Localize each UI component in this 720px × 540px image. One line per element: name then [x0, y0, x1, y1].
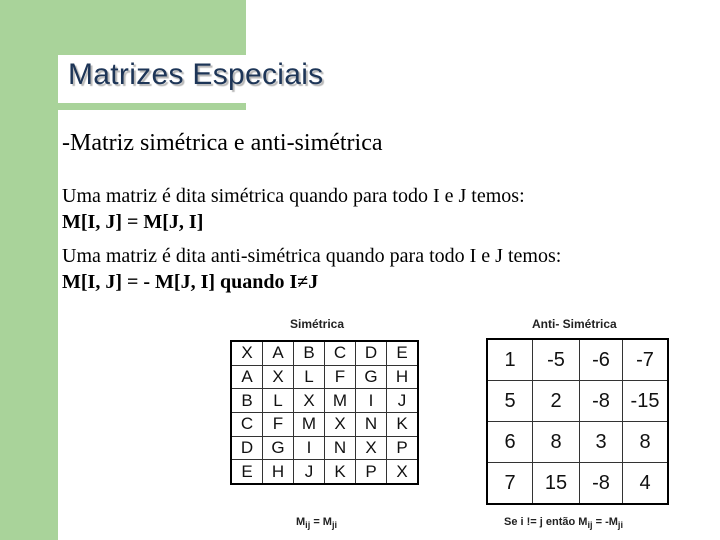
antisymmetric-matrix-cell: 3 [580, 422, 623, 463]
caption-sub-ji-2: ji [617, 520, 623, 531]
slide-title: Matrizes Especiais [68, 58, 324, 91]
symmetric-matrix-cell: M [294, 413, 325, 437]
symmetric-matrix-cell: X [294, 389, 325, 413]
symmetric-matrix-cell: J [387, 389, 419, 413]
antisymmetric-matrix-cell: 1 [487, 339, 533, 381]
symmetric-matrix-row [231, 365, 418, 389]
symmetric-matrix-cell: N [325, 436, 356, 460]
paragraph-symmetric-definition: Uma matriz é dita simétrica quando para todo I e J temos: [62, 185, 525, 207]
symmetric-matrix-cell: L [263, 389, 294, 413]
caption-sub-ij-2: ij [587, 520, 593, 531]
antisymmetric-matrix-row [487, 381, 668, 422]
symmetric-table-label: Simétrica [290, 317, 345, 331]
antisymmetric-matrix-cell: 7 [487, 463, 533, 505]
symmetric-matrix-cell: E [231, 460, 263, 484]
symmetric-matrix-cell: M [325, 389, 356, 413]
antisymmetric-matrix-table [486, 338, 669, 505]
caption-sub-ji: ji [331, 520, 338, 531]
antisymmetric-matrix-cell: 6 [487, 422, 533, 463]
caption-sub-ij: ij [305, 520, 311, 531]
symmetric-matrix-cell: X [387, 460, 419, 484]
symmetric-matrix-cell: K [325, 460, 356, 484]
symmetric-matrix-cell: B [231, 389, 263, 413]
symmetric-matrix-row [231, 341, 418, 365]
symmetric-matrix-cell: B [294, 341, 325, 365]
antisymmetric-table-label: Anti- Simétrica [532, 317, 617, 331]
antisymmetric-matrix-cell: 15 [533, 463, 580, 505]
antisymmetric-matrix-cell: -7 [623, 339, 669, 381]
symmetric-matrix-cell: G [356, 365, 387, 389]
formula-antisymmetric: M[I, J] = - M[J, I] quando I≠J [62, 271, 319, 293]
symmetric-matrix-cell: N [356, 413, 387, 437]
antisymmetric-matrix-cell: 2 [533, 381, 580, 422]
antisymmetric-matrix-cell: -15 [623, 381, 669, 422]
symmetric-matrix-cell: F [263, 413, 294, 437]
symmetric-matrix-cell: H [387, 365, 419, 389]
symmetric-matrix-cell: G [263, 436, 294, 460]
symmetric-matrix-cell: C [325, 341, 356, 365]
symmetric-matrix-cell: C [231, 413, 263, 437]
antisymmetric-matrix-cell: 5 [487, 381, 533, 422]
symmetric-matrix-cell: L [294, 365, 325, 389]
symmetric-matrix-cell: A [263, 341, 294, 365]
symmetric-matrix-cell: J [294, 460, 325, 484]
symmetric-matrix-cell: K [387, 413, 419, 437]
antisymmetric-matrix-cell: -8 [580, 381, 623, 422]
symmetric-matrix-cell: E [387, 341, 419, 365]
symmetric-matrix-cell: X [263, 365, 294, 389]
antisymmetric-matrix-cell: -6 [580, 339, 623, 381]
slide-subtitle: -Matriz simétrica e anti-simétrica [62, 130, 383, 156]
symmetric-matrix-cell: P [387, 436, 419, 460]
antisymmetric-matrix-row [487, 339, 668, 381]
symmetric-matrix-cell: H [263, 460, 294, 484]
symmetric-matrix-row [231, 436, 418, 460]
antisymmetric-matrix-row [487, 422, 668, 463]
symmetric-matrix-cell: F [325, 365, 356, 389]
antisymmetric-matrix-cell: -8 [580, 463, 623, 505]
antisymmetric-caption: Se i != j então $M_{ij} = -M_{ji}$ [504, 516, 623, 531]
symmetric-matrix-table [230, 340, 419, 485]
symmetric-matrix-row [231, 389, 418, 413]
symmetric-matrix-cell: I [356, 389, 387, 413]
symmetric-matrix-cell: X [356, 436, 387, 460]
antisymmetric-matrix-cell: 4 [623, 463, 669, 505]
symmetric-matrix-cell: D [231, 436, 263, 460]
symmetric-matrix-cell: X [231, 341, 263, 365]
symmetric-matrix-cell: P [356, 460, 387, 484]
symmetric-matrix-cell: A [231, 365, 263, 389]
antisymmetric-matrix-cell: 8 [623, 422, 669, 463]
antisymmetric-matrix-cell: 8 [533, 422, 580, 463]
symmetric-caption: $M_{ij} = M_{ji}$ [296, 516, 338, 531]
symmetric-matrix-row [231, 413, 418, 437]
antisymmetric-matrix-cell: -5 [533, 339, 580, 381]
left-accent-bar [0, 0, 58, 540]
antisymmetric-matrix-row [487, 463, 668, 505]
symmetric-matrix-cell: D [356, 341, 387, 365]
symmetric-matrix-row [231, 460, 418, 484]
paragraph-antisymmetric-definition: Uma matriz é dita anti-simétrica quando para todo I e J temos: [62, 245, 562, 267]
symmetric-matrix-cell: I [294, 436, 325, 460]
formula-symmetric: M[I, J] = M[J, I] [62, 211, 204, 233]
symmetric-matrix-cell: X [325, 413, 356, 437]
